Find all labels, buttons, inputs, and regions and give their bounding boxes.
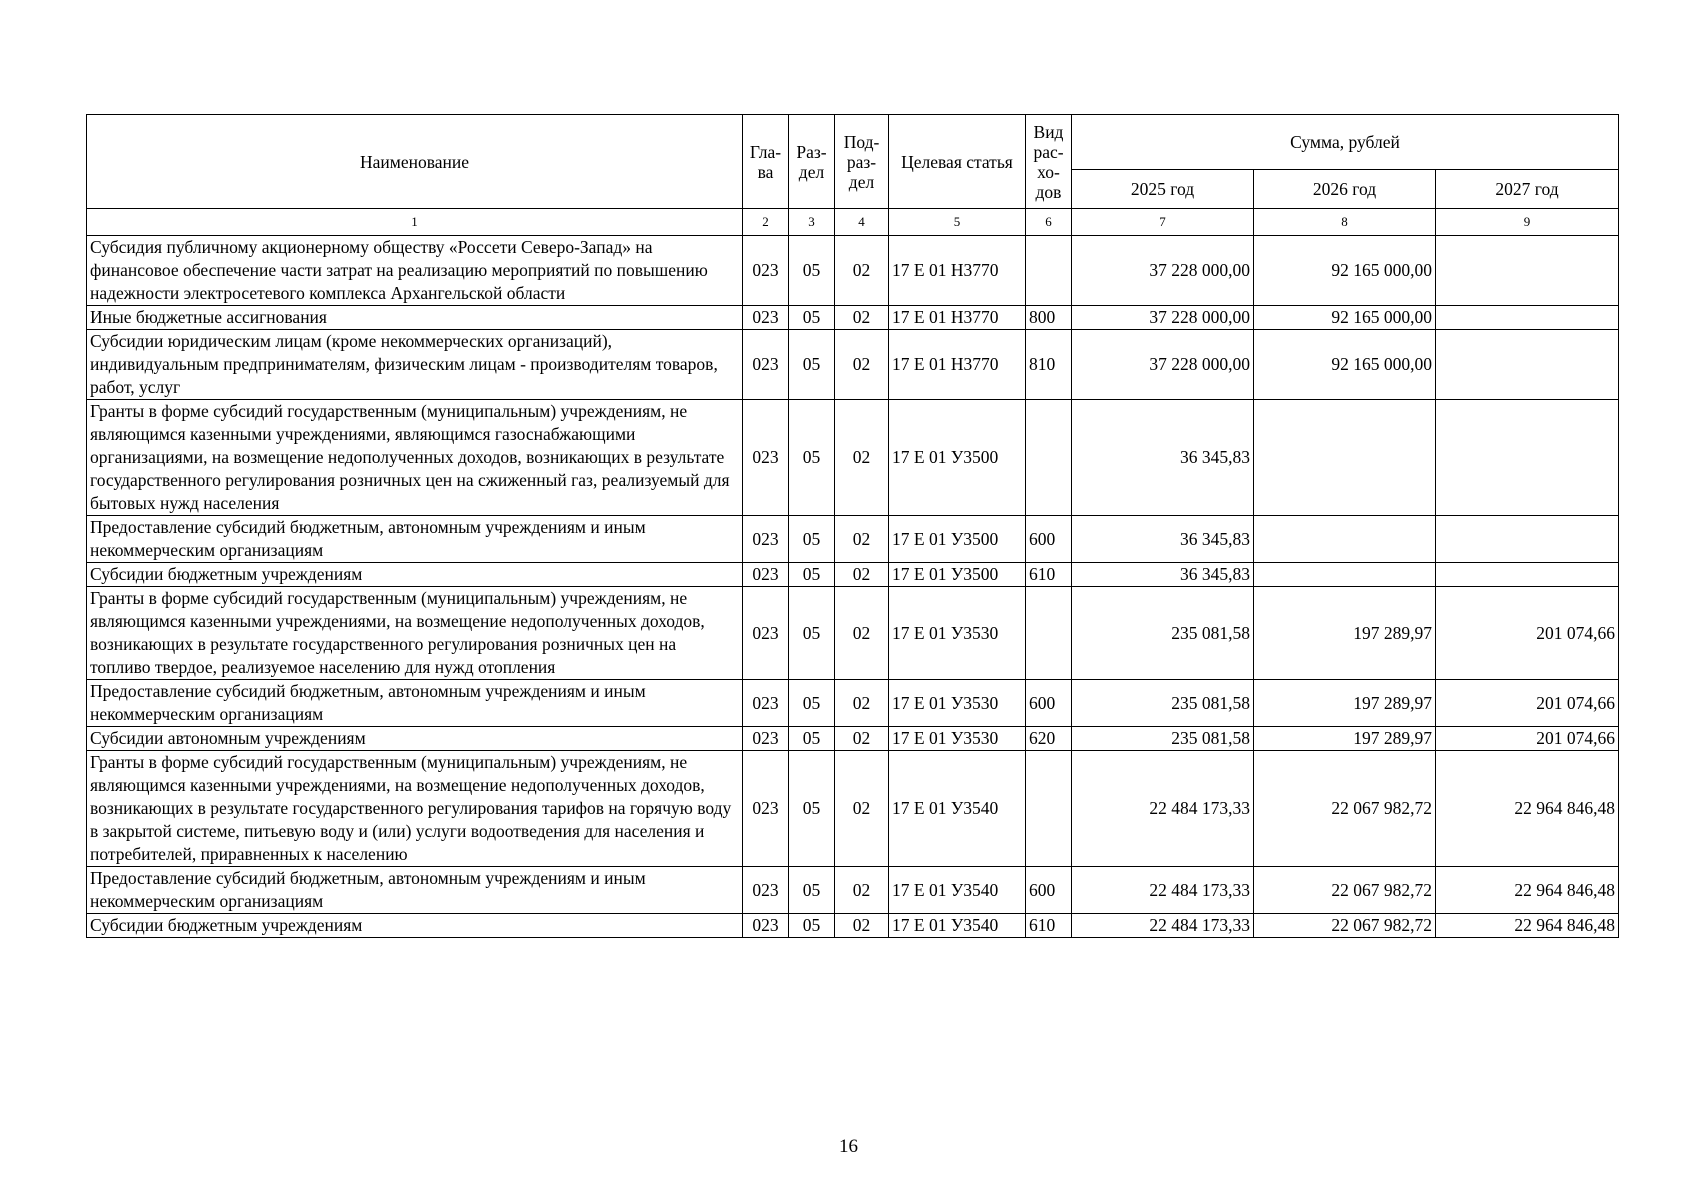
cell-name: Предоставление субсидий бюджетным, автономным учреждениям и иным некоммерческим организациям: [87, 516, 743, 563]
cell-target: 17 Е 01 У3530: [889, 680, 1026, 727]
table-row: [87, 914, 1619, 938]
cell-kind: 600: [1026, 680, 1072, 727]
table-row: [87, 330, 1619, 400]
cell-kind: 800: [1026, 306, 1072, 330]
cell-sum-2026: 197 289,97: [1254, 680, 1436, 727]
cell-kind: 600: [1026, 867, 1072, 914]
table-body: [87, 236, 1619, 938]
cell-chapter: 023: [743, 727, 789, 751]
cell-subsection: 02: [835, 400, 889, 516]
cell-target: 17 Е 01 У3540: [889, 751, 1026, 867]
header-subsection: Под- раз- дел: [835, 115, 889, 209]
cell-sum-2027: [1436, 400, 1619, 516]
cell-name: Предоставление субсидий бюджетным, автономным учреждениям и иным некоммерческим организациям: [87, 680, 743, 727]
cell-sum-2025: 235 081,58: [1072, 587, 1254, 680]
table-row: [87, 587, 1619, 680]
cell-sum-2027: [1436, 330, 1619, 400]
cell-subsection: 02: [835, 680, 889, 727]
cell-section: 05: [789, 867, 835, 914]
cell-subsection: 02: [835, 727, 889, 751]
cell-sum-2026: [1254, 516, 1436, 563]
cell-kind: [1026, 751, 1072, 867]
cell-target: 17 Е 01 У3530: [889, 587, 1026, 680]
cell-sum-2026: 22 067 982,72: [1254, 914, 1436, 938]
cell-sum-2027: [1436, 563, 1619, 587]
cell-section: 05: [789, 330, 835, 400]
cell-sum-2026: 22 067 982,72: [1254, 867, 1436, 914]
cell-sum-2027: 22 964 846,48: [1436, 751, 1619, 867]
header-sum: Сумма, рублей: [1072, 115, 1619, 170]
cell-sum-2025: 22 484 173,33: [1072, 867, 1254, 914]
cell-sum-2026: 197 289,97: [1254, 727, 1436, 751]
cell-target: 17 Е 01 Н3770: [889, 306, 1026, 330]
cell-kind: [1026, 587, 1072, 680]
cell-kind: [1026, 400, 1072, 516]
column-number: 5: [889, 209, 1026, 236]
cell-name: Субсидии юридическим лицам (кроме некоммерческих организаций), индивидуальным предпринимателям, физическим лицам - производителям товаров, работ, услуг: [87, 330, 743, 400]
cell-target: 17 Е 01 У3540: [889, 867, 1026, 914]
table-row: [87, 680, 1619, 727]
cell-name: Субсидии автономным учреждениям: [87, 727, 743, 751]
cell-sum-2025: 22 484 173,33: [1072, 751, 1254, 867]
cell-name: Субсидия публичному акционерному обществу «Россети Северо-Запад» на финансовое обеспечение части затрат на реализацию мероприятий по повышению надежности электросетевого комплекса Архангельской области: [87, 236, 743, 306]
header-kind: Вид рас- хо- дов: [1026, 115, 1072, 209]
column-number: 4: [835, 209, 889, 236]
header-chapter: Гла- ва: [743, 115, 789, 209]
cell-chapter: 023: [743, 751, 789, 867]
cell-section: 05: [789, 306, 835, 330]
column-number: 3: [789, 209, 835, 236]
cell-sum-2025: 235 081,58: [1072, 727, 1254, 751]
cell-chapter: 023: [743, 563, 789, 587]
cell-name: Гранты в форме субсидий государственным (муниципальным) учреждениям, не являющимся казенными учреждениями, на возмещение недополученных доходов, возникающих в результате государственного регулирования тарифов на горячую воду в закрытой системе, питьевую воду и (или) услуги водоотведения для населения и потребителей, приравненных к населению: [87, 751, 743, 867]
cell-target: 17 Е 01 У3500: [889, 516, 1026, 563]
header-year-2025: 2025 год: [1072, 170, 1254, 209]
header-year-2026: 2026 год: [1254, 170, 1436, 209]
table-row: [87, 867, 1619, 914]
cell-sum-2027: 201 074,66: [1436, 587, 1619, 680]
cell-sum-2025: 37 228 000,00: [1072, 236, 1254, 306]
cell-sum-2025: 37 228 000,00: [1072, 330, 1254, 400]
cell-chapter: 023: [743, 330, 789, 400]
cell-target: 17 Е 01 У3500: [889, 563, 1026, 587]
cell-sum-2026: [1254, 563, 1436, 587]
header-year-2027: 2027 год: [1436, 170, 1619, 209]
cell-name: Предоставление субсидий бюджетным, автономным учреждениям и иным некоммерческим организациям: [87, 867, 743, 914]
cell-kind: 600: [1026, 516, 1072, 563]
cell-sum-2025: 36 345,83: [1072, 516, 1254, 563]
header-section: Раз- дел: [789, 115, 835, 209]
cell-target: 17 Е 01 Н3770: [889, 330, 1026, 400]
cell-section: 05: [789, 680, 835, 727]
cell-name: Иные бюджетные ассигнования: [87, 306, 743, 330]
column-number: 8: [1254, 209, 1436, 236]
table-row: [87, 563, 1619, 587]
cell-chapter: 023: [743, 516, 789, 563]
budget-table: [86, 114, 1619, 938]
cell-chapter: 023: [743, 236, 789, 306]
cell-subsection: 02: [835, 587, 889, 680]
table-row: [87, 751, 1619, 867]
cell-sum-2026: 22 067 982,72: [1254, 751, 1436, 867]
cell-target: 17 Е 01 У3500: [889, 400, 1026, 516]
cell-kind: 610: [1026, 914, 1072, 938]
cell-sum-2027: 22 964 846,48: [1436, 867, 1619, 914]
cell-name: Гранты в форме субсидий государственным (муниципальным) учреждениям, не являющимся казенными учреждениями, на возмещение недополученных доходов, возникающих в результате государственного регулирования розничных цен на топливо твердое, реализуемое населению для нужд отопления: [87, 587, 743, 680]
table-row: [87, 236, 1619, 306]
cell-chapter: 023: [743, 400, 789, 516]
cell-section: 05: [789, 587, 835, 680]
cell-sum-2027: 201 074,66: [1436, 727, 1619, 751]
cell-name: Субсидии бюджетным учреждениям: [87, 563, 743, 587]
cell-sum-2025: 37 228 000,00: [1072, 306, 1254, 330]
cell-subsection: 02: [835, 516, 889, 563]
column-number: 1: [87, 209, 743, 236]
table-row: [87, 400, 1619, 516]
column-numbers-row: [87, 209, 1619, 236]
cell-kind: 620: [1026, 727, 1072, 751]
cell-target: 17 Е 01 У3530: [889, 727, 1026, 751]
cell-target: 17 Е 01 Н3770: [889, 236, 1026, 306]
cell-subsection: 02: [835, 563, 889, 587]
cell-sum-2027: [1436, 306, 1619, 330]
cell-sum-2026: 92 165 000,00: [1254, 330, 1436, 400]
cell-section: 05: [789, 751, 835, 867]
cell-sum-2026: [1254, 400, 1436, 516]
cell-sum-2025: 22 484 173,33: [1072, 914, 1254, 938]
cell-kind: 810: [1026, 330, 1072, 400]
cell-chapter: 023: [743, 914, 789, 938]
cell-sum-2026: 197 289,97: [1254, 587, 1436, 680]
cell-chapter: 023: [743, 680, 789, 727]
cell-sum-2027: [1436, 236, 1619, 306]
cell-target: 17 Е 01 У3540: [889, 914, 1026, 938]
cell-subsection: 02: [835, 330, 889, 400]
cell-section: 05: [789, 914, 835, 938]
cell-chapter: 023: [743, 306, 789, 330]
table-row: [87, 727, 1619, 751]
column-number: 9: [1436, 209, 1619, 236]
cell-sum-2025: 36 345,83: [1072, 400, 1254, 516]
cell-section: 05: [789, 236, 835, 306]
cell-chapter: 023: [743, 587, 789, 680]
cell-section: 05: [789, 516, 835, 563]
cell-sum-2027: 22 964 846,48: [1436, 914, 1619, 938]
cell-subsection: 02: [835, 306, 889, 330]
column-number: 2: [743, 209, 789, 236]
cell-name: Субсидии бюджетным учреждениям: [87, 914, 743, 938]
cell-sum-2025: 36 345,83: [1072, 563, 1254, 587]
table-row: [87, 306, 1619, 330]
document-page: [86, 114, 1618, 938]
cell-sum-2026: 92 165 000,00: [1254, 236, 1436, 306]
cell-name: Гранты в форме субсидий государственным (муниципальным) учреждениям, не являющимся казенными учреждениями, являющимся газоснабжающими организациями, на возмещение недополученных доходов, возникающих в результате государственного регулирования розничных цен на сжиженный газ, реализуемый для бытовых нужд населения: [87, 400, 743, 516]
cell-subsection: 02: [835, 914, 889, 938]
column-number: 7: [1072, 209, 1254, 236]
cell-subsection: 02: [835, 867, 889, 914]
cell-sum-2027: [1436, 516, 1619, 563]
cell-sum-2025: 235 081,58: [1072, 680, 1254, 727]
cell-section: 05: [789, 563, 835, 587]
cell-kind: 610: [1026, 563, 1072, 587]
cell-sum-2026: 92 165 000,00: [1254, 306, 1436, 330]
header-name: Наименование: [87, 115, 743, 209]
cell-chapter: 023: [743, 867, 789, 914]
header-target: Целевая статья: [889, 115, 1026, 209]
cell-section: 05: [789, 727, 835, 751]
column-number: 6: [1026, 209, 1072, 236]
table-row: [87, 516, 1619, 563]
cell-section: 05: [789, 400, 835, 516]
header-row: [87, 115, 1619, 170]
page-number: 16: [839, 1136, 858, 1157]
cell-subsection: 02: [835, 236, 889, 306]
cell-subsection: 02: [835, 751, 889, 867]
cell-sum-2027: 201 074,66: [1436, 680, 1619, 727]
cell-kind: [1026, 236, 1072, 306]
